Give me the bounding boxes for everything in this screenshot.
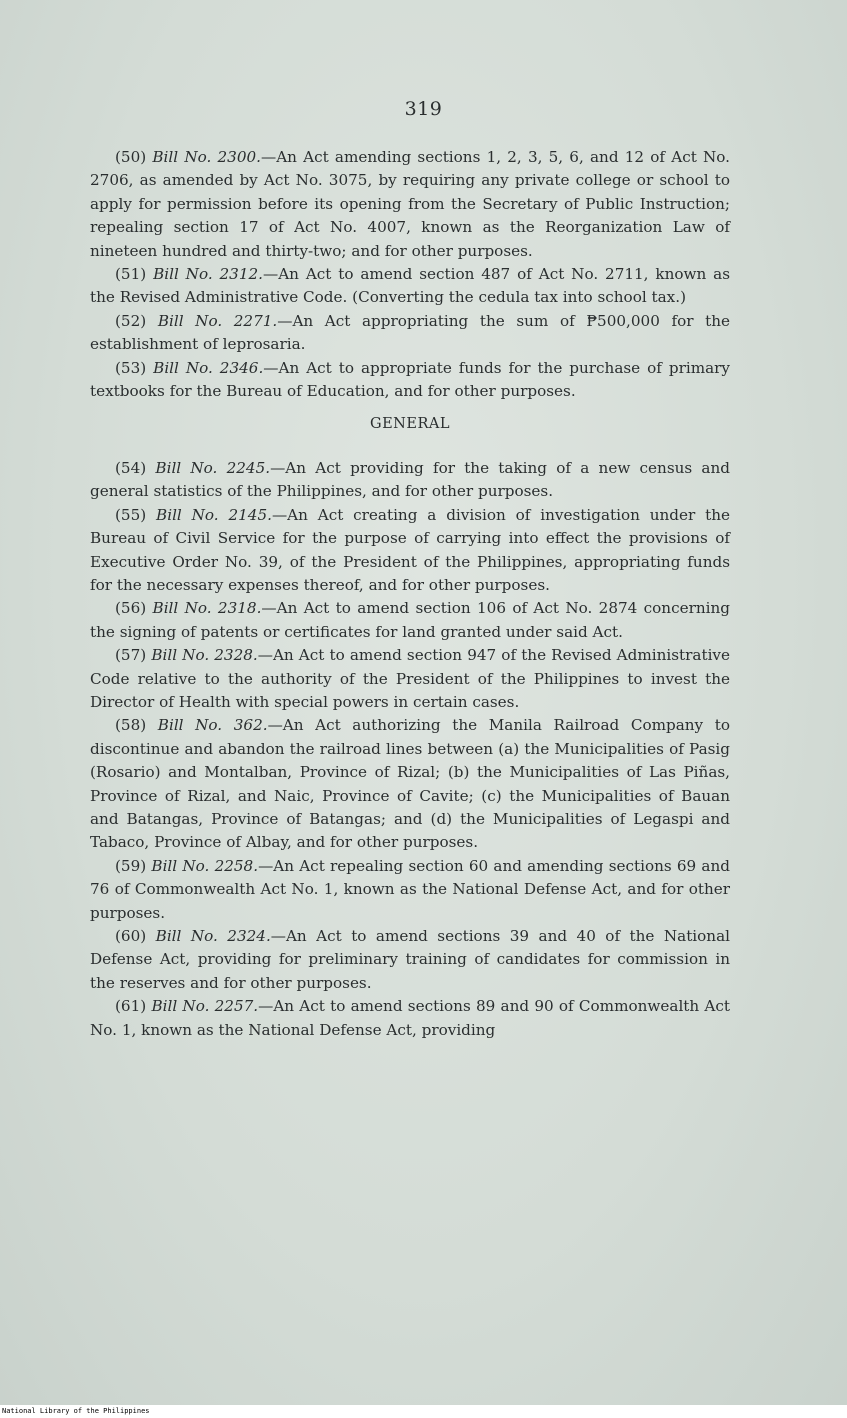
page-content bbox=[90, 146, 730, 1042]
entry-number: (57) bbox=[115, 646, 147, 665]
footer-bar bbox=[0, 1405, 847, 1418]
bill-entry bbox=[90, 146, 730, 263]
bill-description: —An Act to amend section 106 of Act No. 2874 concerning the signing of patents or certificates for land granted under said Act. bbox=[90, 599, 730, 641]
entry-number: (51) bbox=[115, 265, 147, 284]
entry-number: (54) bbox=[115, 458, 147, 477]
bill-number: Bill No. 2328. bbox=[151, 646, 258, 665]
entry-number: (59) bbox=[115, 856, 147, 875]
bill-entry bbox=[90, 855, 730, 925]
bill-number: Bill No. 2145. bbox=[156, 505, 272, 524]
bill-entry bbox=[90, 504, 730, 598]
entry-number: (52) bbox=[115, 311, 147, 330]
bill-number: Bill No. 2300. bbox=[152, 148, 261, 166]
entry-number: (55) bbox=[115, 505, 147, 524]
entry-number: (53) bbox=[115, 358, 147, 377]
bill-number: Bill No. 2258. bbox=[151, 856, 259, 875]
entry-number: (56) bbox=[115, 599, 147, 618]
bill-description: —An Act repealing section 60 and amending sections 69 and 76 of Commonwealth Act No. 1, known as the National Defense Act, and for other purposes. bbox=[90, 856, 730, 922]
bill-description: —An Act to amend sections 39 and 40 of the National Defense Act, providing for preliminary training of candidates for commission in the reserves and for other purposes. bbox=[90, 927, 730, 992]
bill-number: Bill No. 362. bbox=[157, 716, 268, 735]
bill-number: Bill No. 2346. bbox=[153, 358, 264, 377]
entry-number: (50) bbox=[115, 148, 147, 166]
bill-number: Bill No. 2271. bbox=[157, 311, 278, 330]
section-heading: GENERAL bbox=[370, 416, 450, 433]
bill-number: Bill No. 2257. bbox=[151, 997, 259, 1016]
footer-credit: National Library of the Philippines bbox=[2, 1407, 150, 1415]
bill-number: Bill No. 2312. bbox=[153, 265, 264, 284]
bill-description: —An Act authorizing the Manila Railroad Company to discontinue and abandon the railroad lines between (a) the Municipalities of Pasig (Rosario) and Montalban, Province of Rizal; (b) the Municipalities of Las Piñas, Province of Rizal, and Naic, Province of Cavite; (c) the Municipalities of Bauan and Batangas, Province of Batangas; and (d) the Municipalities of Legaspi and Tabaco, Province of Albay, and for other purposes. bbox=[90, 716, 730, 852]
entry-number: (58) bbox=[115, 716, 147, 735]
bill-description: —An Act to amend section 487 of Act No. 2711, known as the Revised Administrative Code. (Converting the cedula tax into school tax.) bbox=[90, 265, 731, 307]
bill-description: —An Act to appropriate funds for the purchase of primary textbooks for the Bureau of Education, and for other purposes. bbox=[90, 358, 730, 401]
bill-entry bbox=[90, 644, 730, 714]
bill-entry bbox=[90, 357, 730, 404]
bill-entry bbox=[90, 457, 730, 504]
bill-entry bbox=[90, 995, 730, 1042]
bill-entry bbox=[90, 310, 730, 357]
entry-number: (60) bbox=[115, 927, 147, 945]
bill-entry bbox=[90, 597, 730, 644]
bill-description: —An Act amending sections 1, 2, 3, 5, 6, and 12 of Act No. 2706, as amended by Act No. 3075, by requiring any private college or school to apply for permission before its opening from the Secretary of Public Instruction; repealing section 17 of Act No. 4007, known as the Reorganization Law of nineteen hundred and thirty-two; and for other purposes. bbox=[90, 148, 730, 260]
bill-entry bbox=[90, 714, 730, 854]
bill-description: —An Act to amend section 947 of the Revised Administrative Code relative to the authority of the President of the Philippines to invest the Director of Health with special powers in certain cases. bbox=[90, 646, 730, 711]
page-number: 319 bbox=[404, 98, 443, 120]
bill-number: Bill No. 2318. bbox=[152, 599, 262, 618]
bill-number: Bill No. 2324. bbox=[155, 927, 271, 945]
bill-entry bbox=[90, 263, 730, 310]
bill-description: —An Act to amend sections 89 and 90 of Commonwealth Act No. 1, known as the National Defense Act, providing bbox=[90, 997, 731, 1039]
bill-number: Bill No. 2245. bbox=[155, 458, 271, 477]
bill-description: —An Act appropriating the sum of ₱500,000 for the establishment of leprosaria. bbox=[90, 311, 730, 354]
bill-description: —An Act providing for the taking of a new census and general statistics of the Philippines, and for other purposes. bbox=[90, 458, 730, 501]
bill-entry bbox=[90, 925, 730, 995]
bill-description: —An Act creating a division of investigation under the Bureau of Civil Service for the purpose of carrying into effect the provisions of Executive Order No. 39, of the President of the Philippines, appropriating funds for the necessary expenses thereof, and for other purposes. bbox=[90, 505, 730, 594]
entry-number: (61) bbox=[115, 997, 147, 1016]
